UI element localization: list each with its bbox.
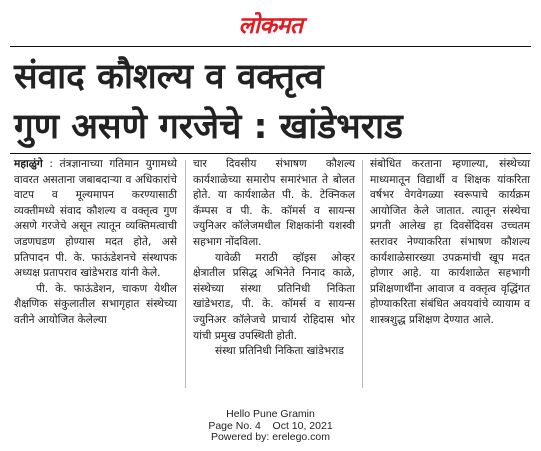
article-column-3 — [370, 157, 530, 329]
headline-line-2: गुण असणे गरजेचे : खांडेभराड — [14, 107, 403, 147]
lead-text: तंत्रज्ञानाच्या गतिमान युगामध्ये वावरत असताना जबाबदाऱ्या व अधिकारांचे वाटप व मूल्यमापन करण्यासाठी व्यक्तीमध्ये संवाद कौशल्य व वक्तृत्व गुण असणे गरजेचे असून त्यातून व्यक्तिमत्वाची जडणघडण होण्यास मदत होते, असे प्रतिपादन पी. के. फाऊंडेशनचे संस्थापक अध्यक्ष प्रतापराव खांडेभराड यांनी केले. — [14, 158, 177, 280]
footer-publication: Hello Pune Gramin — [226, 408, 315, 420]
article-column-1 — [14, 157, 177, 329]
footer-powered-by: Powered by: erelego.com — [210, 431, 331, 443]
dateline: महाळुंगे — [14, 158, 43, 170]
headline-divider — [10, 153, 531, 154]
newspaper-masthead: लोकमत — [238, 13, 303, 39]
article-column-2 — [193, 157, 355, 360]
column-divider-2 — [362, 160, 363, 388]
paragraph-5: संस्था प्रतिनिधी निकिता खांडेभराड — [215, 345, 344, 358]
paragraph-3: चार दिवसीय संभाषण कौशल्य कार्यशाळेच्या समारोप समारंभात ते बोलत होते. या कार्यशाळेत पी. के. टेक्निकल कॅम्पस व पी. के. कॉमर्स व सायन्स ज्युनिअर कॉलेजमधील शिक्षकांनी यशस्वी सहभाग नोंदविला. — [193, 158, 355, 248]
top-divider — [10, 46, 531, 47]
paragraph-4: यावेळी मराठी व्हॉइस ओव्हर क्षेत्रातील प्रसिद्ध अभिनेते निनाद काळे, संस्थेच्या संस्था प्रतिनिधी निकिता खांडेभराड, पी. के. कॉमर्स व सायन्स ज्युनिअर कॉलेजचे प्राचार्य रोहिदास भोर यांची प्रमुख उपस्थिती होती. — [193, 251, 355, 342]
lead-paragraph — [14, 157, 177, 282]
page-footer — [0, 409, 541, 444]
paragraph-6: संबोधित करताना म्हणाल्या, संस्थेच्या माध्यमातून विद्यार्थी व शिक्षक यांकरिता वर्षभर वेगवेगळ्या स्वरूपाचे कार्यक्रम आयोजित केले जातात. त्यातून संस्थेचा प्रगती आलेख हा दिवसेंदिवस उच्चतम स्तरावर नेण्याकरिता संभाषण कौशल्य कार्यशाळेसारख्या उपक्रमांची खूप मदत होणार आहे. या कार्यशाळेत सहभागी प्रशिक्षणार्थींना आवाज व वक्तृत्व वृद्धिंगत होण्याकरिता संबंधित अवयवांचे व्यायाम व शास्त्रशुद्ध प्रशिक्षण देण्यात आले. — [370, 158, 530, 326]
paragraph-2: पी. के. फाऊंडेशन, चाकण येथील शैक्षणिक संकुलातील सभागृहात संस्थेच्या वतीने आयोजित केलेल्या — [14, 282, 177, 326]
footer-page-date: Page No. 4 Oct 10, 2021 — [208, 419, 333, 432]
headline-line-1: संवाद कौशल्य व वक्तृत्व — [14, 57, 324, 97]
dateline-separator: : — [42, 158, 60, 170]
column-divider-1 — [185, 160, 186, 388]
